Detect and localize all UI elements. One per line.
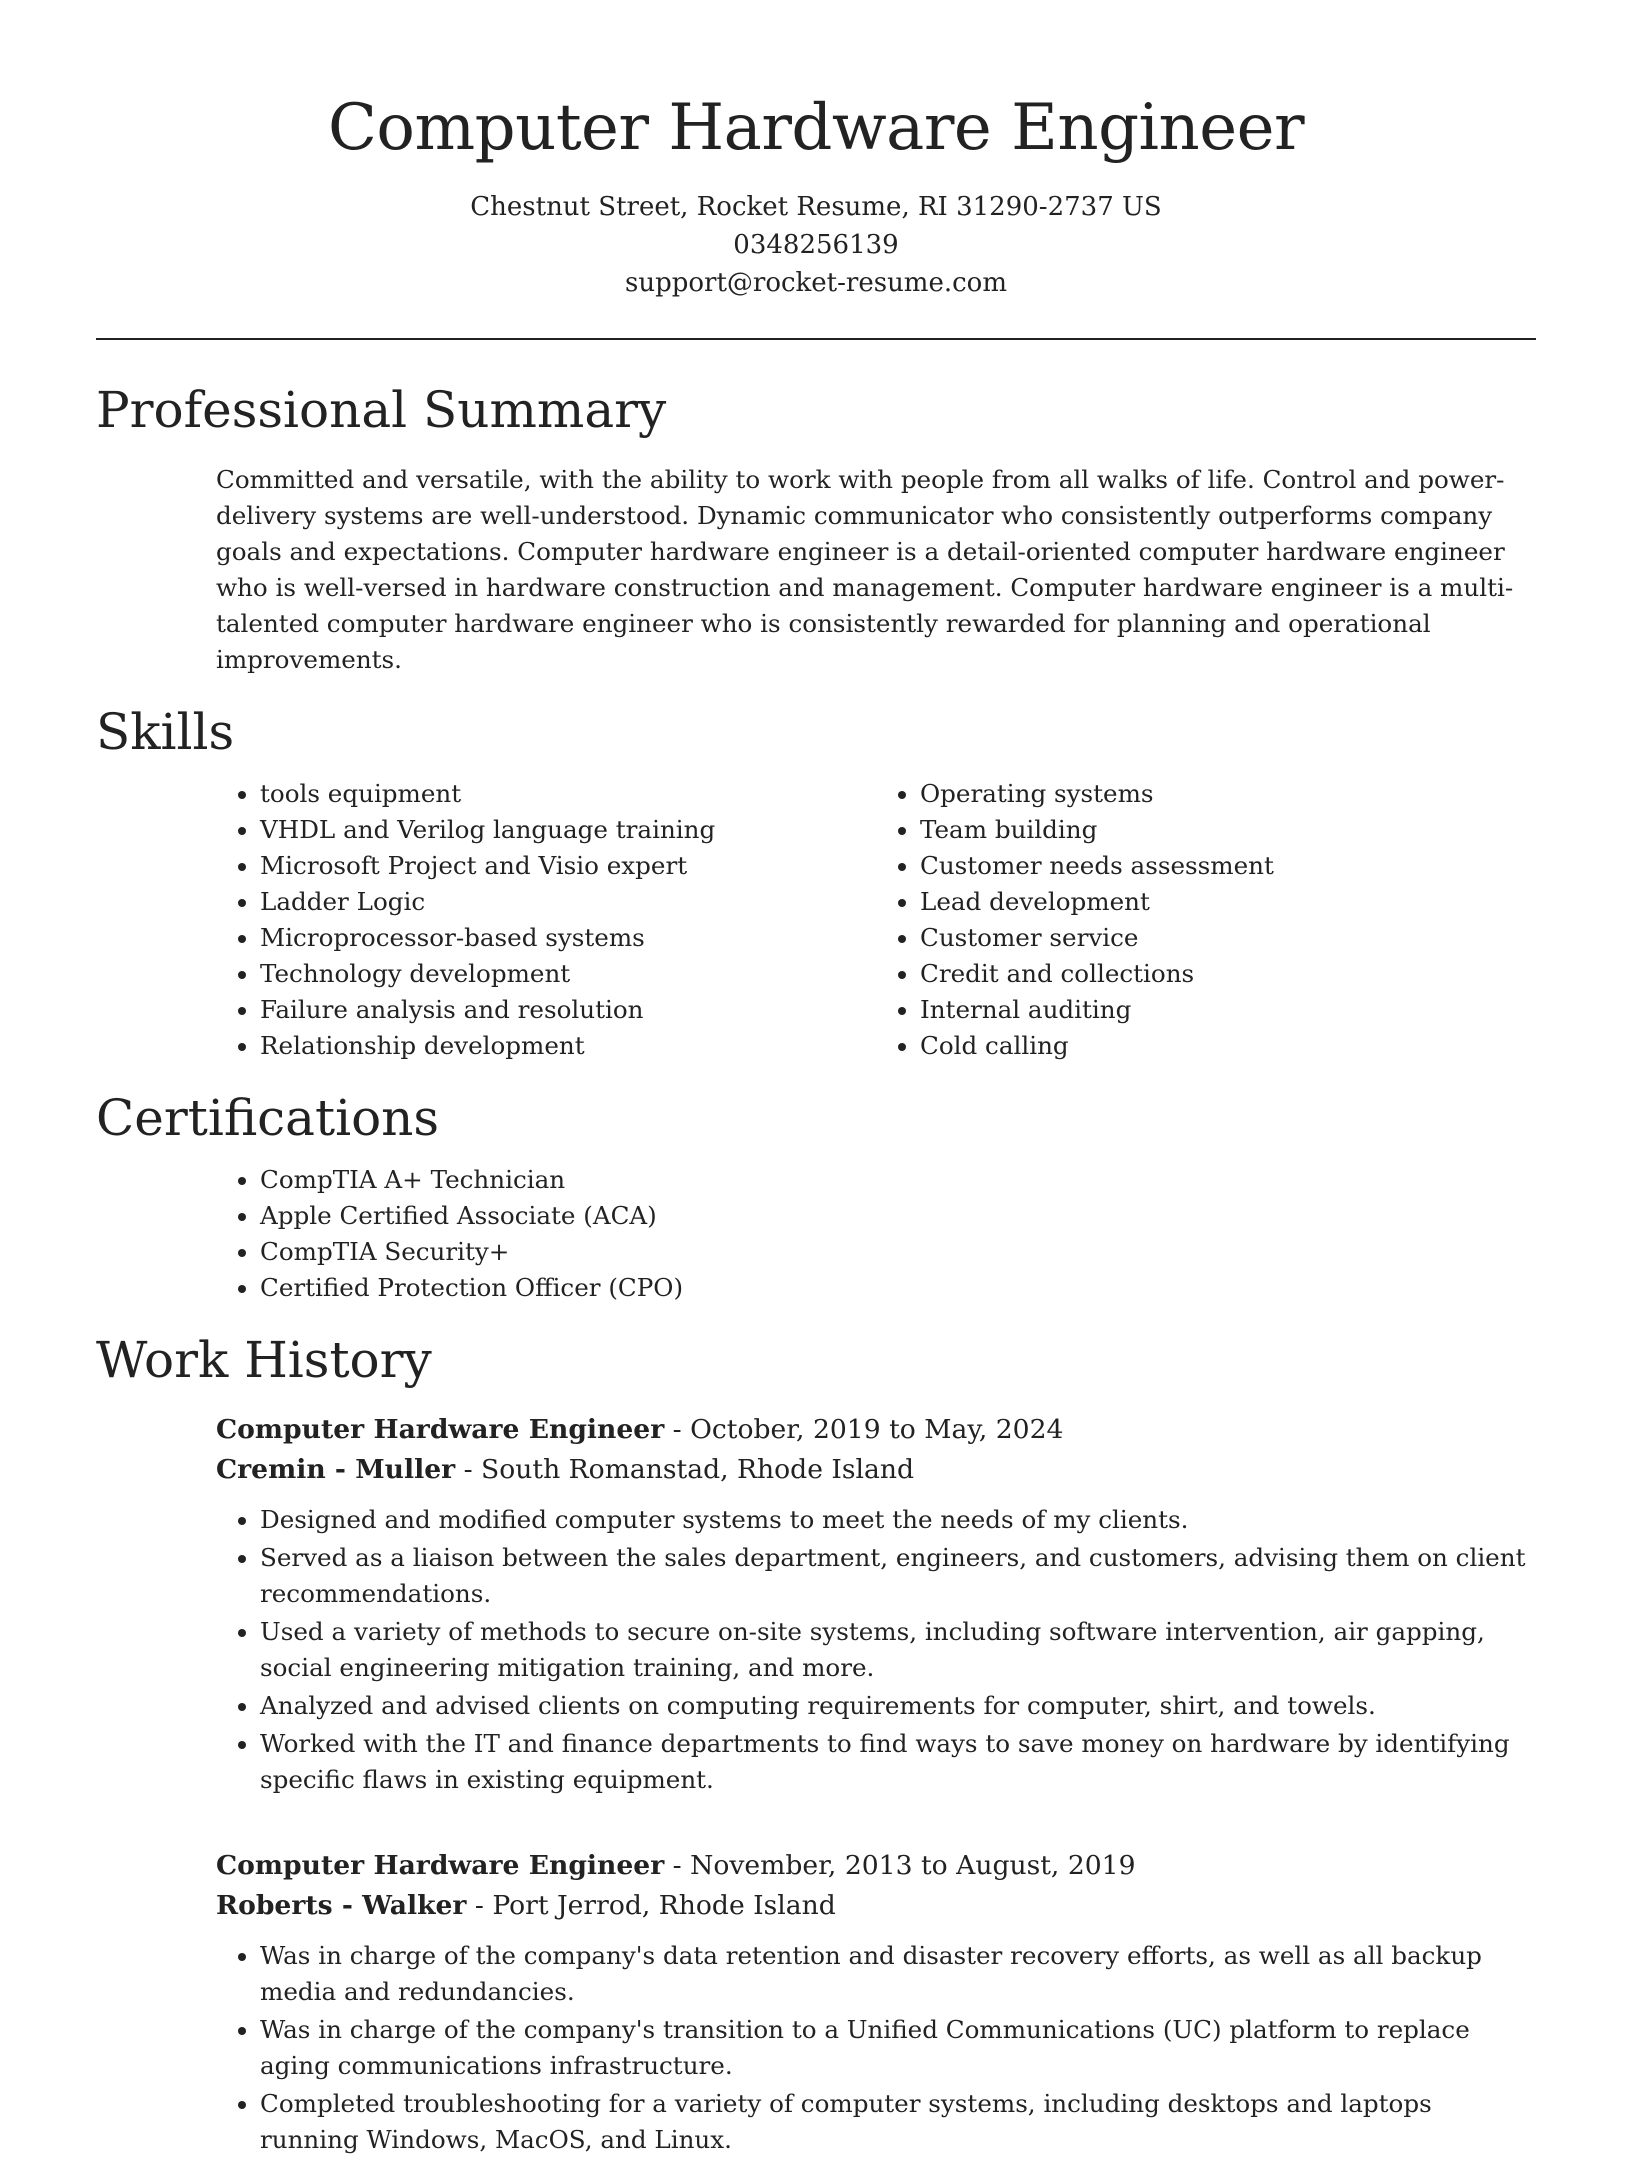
job-title-line: [216, 1846, 1536, 1886]
job-bullet: • Was in charge of the company's data retention and disaster recovery efforts, as well as all backup media and redundancies.: [260, 1938, 1536, 2010]
work-history-section: [96, 1328, 1536, 2158]
certifications-heading: Certifications: [96, 1089, 440, 1147]
contact-address: Chestnut Street, Rocket Resume, RI 31290-2737 US: [470, 192, 1162, 222]
certification-item: • CompTIA A+ Technician: [260, 1162, 1536, 1198]
certification-item: • Certified Protection Officer (CPO): [260, 1270, 1536, 1306]
job-title: Computer Hardware Engineer: [216, 1850, 665, 1881]
work-history-heading: Work History: [96, 1331, 432, 1389]
job-bullet: • Completed troubleshooting for a variety of computer systems, including desktops and laptops running Windows, MacOS, and Linux.: [260, 2086, 1536, 2158]
job-company-line: [216, 1886, 1536, 1926]
skill-item: • Ladder Logic: [260, 884, 876, 920]
job-bullet: • Served as a liaison between the sales department, engineers, and customers, advising them on client recommendations.: [260, 1540, 1536, 1612]
skill-item: • VHDL and Verilog language training: [260, 812, 876, 848]
skill-item: • Lead development: [920, 884, 1536, 920]
skills-columns: [216, 776, 1536, 1064]
skill-item: • Microsoft Project and Visio expert: [260, 848, 876, 884]
header-divider: [96, 338, 1536, 340]
certification-item: • Apple Certified Associate (ACA): [260, 1198, 1536, 1234]
skill-item: • Failure analysis and resolution: [260, 992, 876, 1028]
job-bullet: • Analyzed and advised clients on computing requirements for computer, shirt, and towels.: [260, 1688, 1536, 1724]
job-bullet: • Was in charge of the company's transition to a Unified Communications (UC) platform to replace aging communications infrastructure.: [260, 2012, 1536, 2084]
skills-list-right: [876, 776, 1536, 1064]
job-company: Cremin - Muller: [216, 1454, 456, 1485]
skill-item: • Cold calling: [920, 1028, 1536, 1064]
summary-section: [96, 378, 1536, 678]
resume-page: [96, 0, 1536, 2160]
job-dates: - November, 2013 to August, 2019: [664, 1850, 1136, 1881]
skill-item: • Relationship development: [260, 1028, 876, 1064]
summary-text: Committed and versatile, with the ability to work with people from all walks of life. Control and power-delivery systems are well-understood. Dynamic communicator who consistently outperforms company goals and expectations. Computer hardware engineer is a detail-oriented computer hardware engineer who is well-versed in hardware construction and management. Computer hardware engineer is a multi-talented computer hardware engineer who is consistently rewarded for planning and operational improvements.: [216, 465, 1514, 674]
certifications-list: [216, 1162, 1536, 1306]
skills-heading: Skills: [96, 703, 235, 761]
skills-list-left: [216, 776, 876, 1064]
certifications-section: [96, 1086, 1536, 1306]
job-bullets: [216, 1938, 1536, 2158]
skill-item: • Operating systems: [920, 776, 1536, 812]
page-title: Computer Hardware Engineer: [327, 91, 1305, 165]
job-entry: [216, 1410, 1536, 1798]
job-company: Roberts - Walker: [216, 1890, 467, 1921]
skill-item: • Internal auditing: [920, 992, 1536, 1028]
skills-section: [96, 700, 1536, 1064]
skill-item: • Customer needs assessment: [920, 848, 1536, 884]
job-entry: [216, 1846, 1536, 2158]
skill-item: • Technology development: [260, 956, 876, 992]
certification-item: • CompTIA Security+: [260, 1234, 1536, 1270]
job-location: - Port Jerrod, Rhode Island: [466, 1890, 836, 1921]
job-company-line: [216, 1450, 1536, 1490]
job-bullet: • Designed and modified computer systems to meet the needs of my clients.: [260, 1502, 1536, 1538]
contact-info: [96, 188, 1536, 302]
skill-item: • tools equipment: [260, 776, 876, 812]
contact-phone: 0348256139: [733, 230, 899, 260]
contact-email: support@rocket-resume.com: [624, 268, 1007, 298]
skill-item: • Customer service: [920, 920, 1536, 956]
skill-item: • Credit and collections: [920, 956, 1536, 992]
summary-heading: Professional Summary: [96, 381, 667, 439]
job-dates: - October, 2019 to May, 2024: [664, 1414, 1064, 1445]
job-title-line: [216, 1410, 1536, 1450]
job-bullet: • Worked with the IT and finance departments to find ways to save money on hardware by identifying specific flaws in existing equipment.: [260, 1726, 1536, 1798]
job-title: Computer Hardware Engineer: [216, 1414, 665, 1445]
job-location: - South Romanstad, Rhode Island: [455, 1454, 915, 1485]
skill-item: • Team building: [920, 812, 1536, 848]
job-bullets: [216, 1502, 1536, 1798]
job-bullet: • Used a variety of methods to secure on-site systems, including software intervention, air gapping, social engineering mitigation training, and more.: [260, 1614, 1536, 1686]
skill-item: • Microprocessor-based systems: [260, 920, 876, 956]
